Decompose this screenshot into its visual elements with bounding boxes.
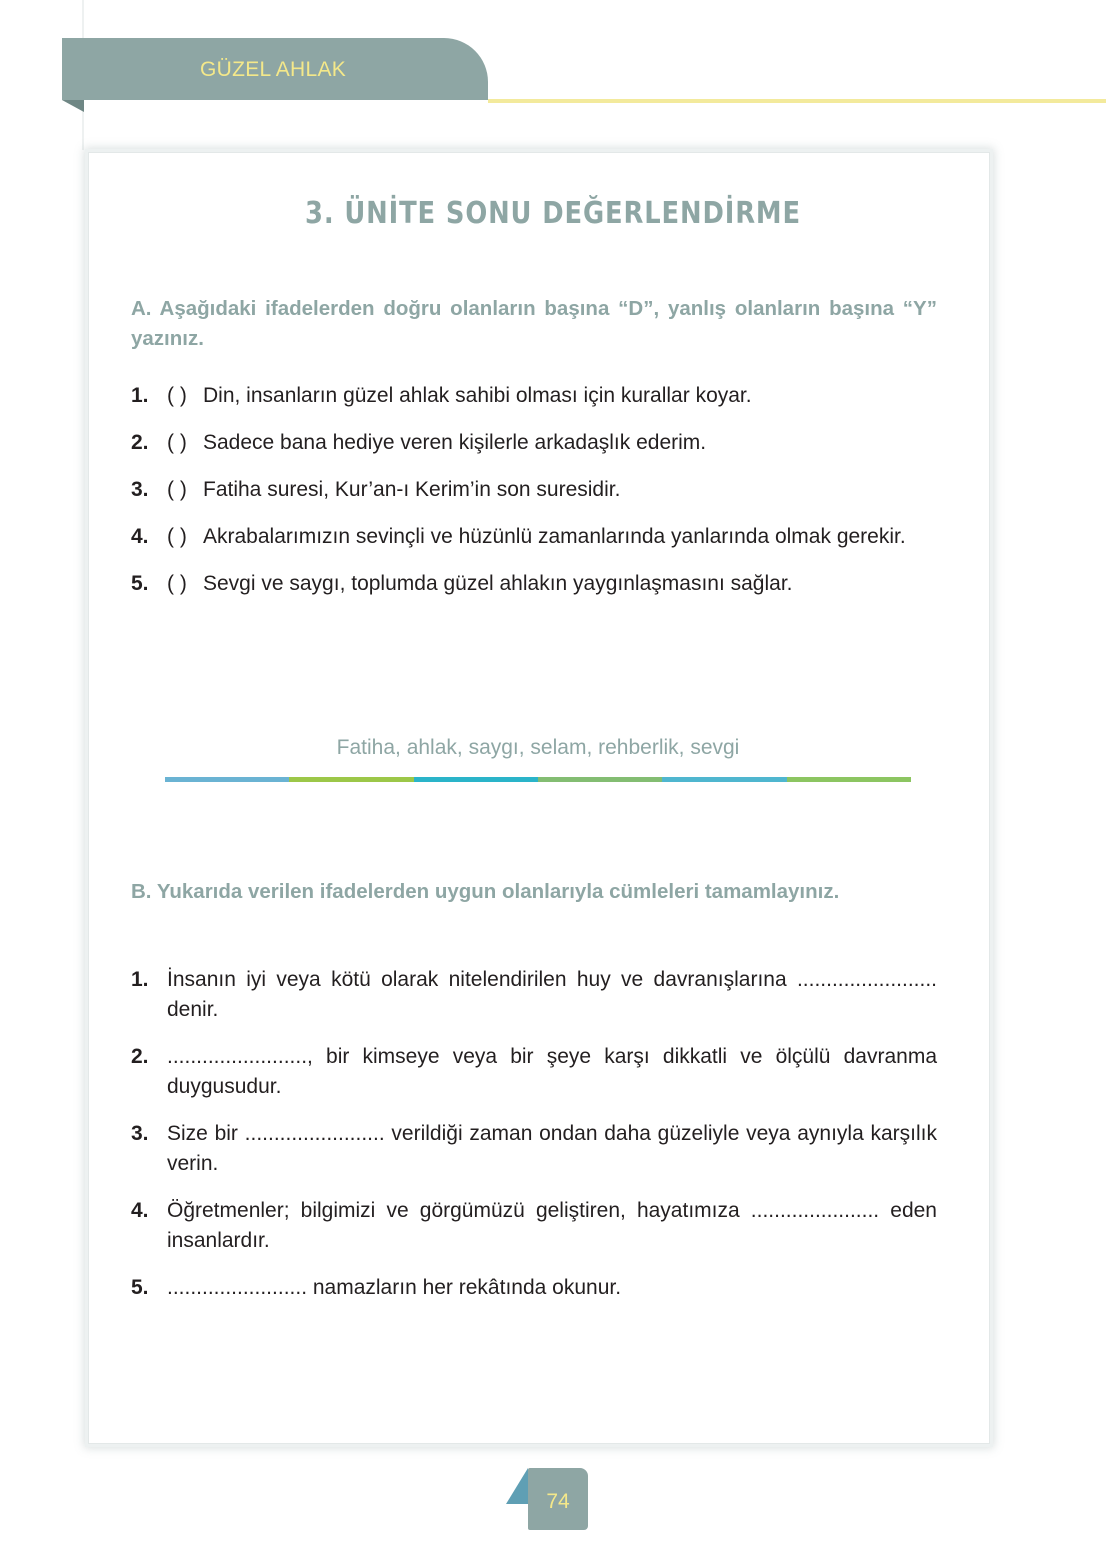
section-a-instruction: A. Aşağıdaki ifadelerden doğru olanların başına “D”, yanlış olanların başına “Y” yazınız. (131, 297, 937, 350)
item-text: Sevgi ve saygı, toplumda güzel ahlakın yaygınlaşmasını sağlar. (203, 572, 793, 595)
list-item (131, 428, 937, 458)
list-item (131, 1042, 937, 1102)
header-tab-fold (62, 100, 84, 112)
word-bank: Fatiha, ahlak, saygı, selam, rehberlik, sevgi (336, 736, 740, 759)
list-item (131, 1273, 937, 1303)
page-number: 74 (546, 1490, 570, 1513)
color-bar-segment (165, 777, 289, 782)
item-text: İnsanın iyi veya kötü olarak nitelendirilen huy ve davranışlarına ........................ denir. (167, 968, 937, 1021)
item-number: 3. (131, 1122, 149, 1145)
item-number: 5. (131, 572, 149, 595)
word-bank-color-bar (165, 777, 911, 782)
item-text: Din, insanların güzel ahlak sahibi olması için kurallar koyar. (203, 384, 752, 407)
item-number: 1. (131, 384, 149, 407)
list-item (131, 1119, 937, 1179)
list-item (131, 1196, 937, 1256)
color-bar-segment (787, 777, 911, 782)
item-text: Fatiha suresi, Kur’an-ı Kerim’in son suresidir. (203, 478, 621, 501)
unit-title: 3. ÜNİTE SONU DEĞERLENDİRME (305, 196, 801, 231)
chapter-title: GÜZEL AHLAK (200, 58, 347, 81)
item-number: 5. (131, 1276, 149, 1299)
color-bar-segment (538, 777, 662, 782)
item-number: 1. (131, 968, 149, 991)
color-bar-segment (414, 777, 538, 782)
section-a-list (131, 381, 937, 599)
header-underline (488, 99, 1106, 103)
item-text: ........................ namazların her rekâtında okunur. (167, 1276, 622, 1299)
color-bar-segment (289, 777, 413, 782)
answer-blank[interactable]: ( ) (167, 384, 187, 407)
answer-blank[interactable]: ( ) (167, 525, 187, 548)
list-item (131, 475, 937, 505)
list-item (131, 569, 937, 599)
page-number-tab-fold (506, 1468, 528, 1504)
answer-blank[interactable]: ( ) (167, 431, 187, 454)
answer-blank[interactable]: ( ) (167, 478, 187, 501)
section-b-instruction: B. Yukarıda verilen ifadelerden uygun olanlarıyla cümleleri tamamlayınız. (131, 880, 840, 903)
item-number: 4. (131, 1199, 149, 1222)
item-number: 2. (131, 1045, 149, 1068)
item-number: 4. (131, 525, 149, 548)
item-text: Size bir ........................ verildiği zaman ondan daha güzeliyle veya aynıyla karşılık verin. (167, 1122, 937, 1175)
answer-blank[interactable]: ( ) (167, 572, 187, 595)
list-item (131, 381, 937, 411)
item-number: 2. (131, 431, 149, 454)
list-item (131, 965, 937, 1025)
item-text: Akrabalarımızın sevinçli ve hüzünlü zamanlarında yanlarında olmak gerekir. (203, 525, 906, 548)
color-bar-segment (662, 777, 786, 782)
item-text: ........................, bir kimseye veya bir şeye karşı dikkatli ve ölçülü davranma duygusudur. (167, 1045, 937, 1098)
item-text: Öğretmenler; bilgimizi ve görgümüzü geliştiren, hayatımıza ...................... eden insanlardır. (167, 1199, 937, 1252)
item-number: 3. (131, 478, 149, 501)
item-text: Sadece bana hediye veren kişilerle arkadaşlık ederim. (203, 431, 707, 454)
section-b-list (131, 965, 937, 1303)
list-item (131, 522, 937, 552)
